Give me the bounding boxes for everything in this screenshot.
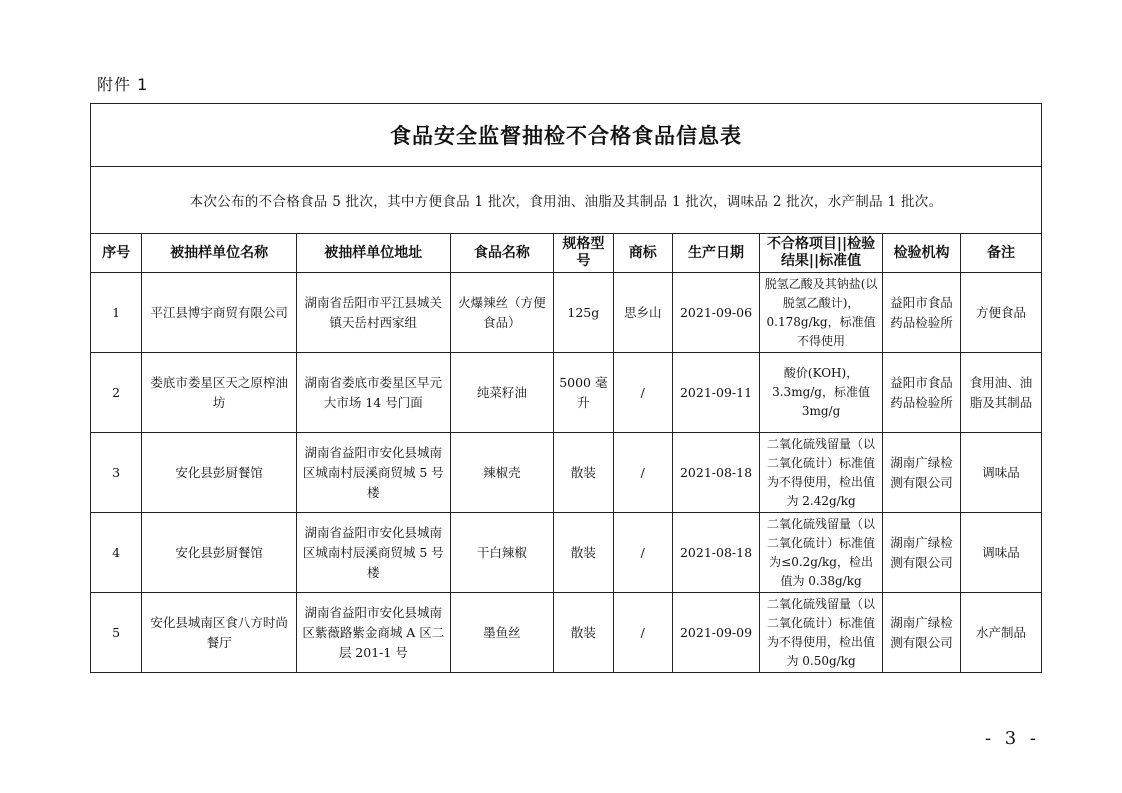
cell-food-name: 墨鱼丝 — [450, 593, 553, 673]
header-index: 序号 — [91, 234, 142, 273]
header-spec: 规格型号 — [554, 234, 613, 273]
cell-unit-name: 安化县彭厨餐馆 — [142, 513, 297, 593]
attachment-label: 附件 1 — [97, 75, 149, 94]
cell-index: 4 — [91, 513, 142, 593]
cell-index: 2 — [91, 353, 142, 433]
cell-remark: 食用油、油脂及其制品 — [960, 353, 1041, 433]
table-row — [91, 593, 1042, 673]
cell-unit-name: 安化县城南区食八方时尚餐厅 — [142, 593, 297, 673]
cell-brand: / — [613, 513, 672, 593]
cell-institution: 湖南广绿检测有限公司 — [883, 513, 961, 593]
cell-spec: 散装 — [554, 593, 613, 673]
table-row — [91, 353, 1042, 433]
cell-institution: 湖南广绿检测有限公司 — [883, 593, 961, 673]
header-unit-address: 被抽样单位地址 — [296, 234, 450, 273]
cell-unit-name: 安化县彭厨餐馆 — [142, 433, 297, 513]
table-row — [91, 513, 1042, 593]
cell-remark: 调味品 — [960, 433, 1041, 513]
cell-unit-address: 湖南省益阳市安化县城南区紫薇路紫金商城 A 区二层 201-1 号 — [296, 593, 450, 673]
cell-failed-item: 二氧化硫残留量（以二氧化硫计）标准值为不得使用，检出值为 2.42g/kg — [760, 433, 883, 513]
cell-unit-name: 娄底市娄星区天之原榨油坊 — [142, 353, 297, 433]
cell-spec: 散装 — [554, 513, 613, 593]
cell-spec: 散装 — [554, 433, 613, 513]
cell-spec: 125g — [554, 273, 613, 353]
cell-remark: 调味品 — [960, 513, 1041, 593]
cell-spec: 5000 毫升 — [554, 353, 613, 433]
table-row — [91, 433, 1042, 513]
cell-institution: 益阳市食品药品检验所 — [883, 353, 961, 433]
cell-food-name: 纯菜籽油 — [450, 353, 553, 433]
cell-unit-address: 湖南省岳阳市平江县城关镇天岳村西家组 — [296, 273, 450, 353]
cell-unit-address: 湖南省益阳市安化县城南区城南村辰溪商贸城 5 号楼 — [296, 433, 450, 513]
cell-production-date: 2021-08-18 — [672, 433, 759, 513]
header-unit-name: 被抽样单位名称 — [142, 234, 297, 273]
cell-food-name: 火爆辣丝（方便食品） — [450, 273, 553, 353]
page-number: - 3 - — [984, 728, 1040, 749]
header-production-date: 生产日期 — [672, 234, 759, 273]
header-food-name: 食品名称 — [450, 234, 553, 273]
cell-index: 3 — [91, 433, 142, 513]
unqualified-food-table — [90, 103, 1042, 673]
header-remark: 备注 — [960, 234, 1041, 273]
cell-remark: 方便食品 — [960, 273, 1041, 353]
cell-institution: 益阳市食品药品检验所 — [883, 273, 961, 353]
cell-failed-item: 脱氢乙酸及其钠盐(以脱氢乙酸计)，0.178g/kg，标准值不得使用 — [760, 273, 883, 353]
cell-failed-item: 酸价(KOH)，3.3mg/g，标准值3mg/g — [760, 353, 883, 433]
cell-unit-name: 平江县博宇商贸有限公司 — [142, 273, 297, 353]
header-failed-item: 不合格项目||检验结果||标准值 — [760, 234, 883, 273]
header-institution: 检验机构 — [883, 234, 961, 273]
cell-brand: 思乡山 — [613, 273, 672, 353]
cell-unit-address: 湖南省娄底市娄星区早元大市场 14 号门面 — [296, 353, 450, 433]
cell-institution: 湖南广绿检测有限公司 — [883, 433, 961, 513]
table-header-row — [91, 234, 1042, 273]
cell-food-name: 干白辣椒 — [450, 513, 553, 593]
cell-failed-item: 二氧化硫残留量（以二氧化硫计）标准值为≤0.2g/kg，检出值为 0.38g/kg — [760, 513, 883, 593]
header-brand: 商标 — [613, 234, 672, 273]
cell-index: 5 — [91, 593, 142, 673]
cell-brand: / — [613, 433, 672, 513]
cell-remark: 水产制品 — [960, 593, 1041, 673]
cell-production-date: 2021-09-11 — [672, 353, 759, 433]
cell-brand: / — [613, 593, 672, 673]
table-title: 食品安全监督抽检不合格食品信息表 — [91, 104, 1042, 167]
cell-production-date: 2021-08-18 — [672, 513, 759, 593]
table-summary: 本次公布的不合格食品 5 批次，其中方便食品 1 批次，食用油、油脂及其制品 1 批次，调味品 2 批次，水产制品 1 批次。 — [91, 167, 1042, 234]
cell-index: 1 — [91, 273, 142, 353]
cell-failed-item: 二氧化硫残留量（以二氧化硫计）标准值为不得使用，检出值为 0.50g/kg — [760, 593, 883, 673]
table-row — [91, 273, 1042, 353]
cell-unit-address: 湖南省益阳市安化县城南区城南村辰溪商贸城 5 号楼 — [296, 513, 450, 593]
cell-brand: / — [613, 353, 672, 433]
cell-production-date: 2021-09-06 — [672, 273, 759, 353]
cell-food-name: 辣椒壳 — [450, 433, 553, 513]
cell-production-date: 2021-09-09 — [672, 593, 759, 673]
